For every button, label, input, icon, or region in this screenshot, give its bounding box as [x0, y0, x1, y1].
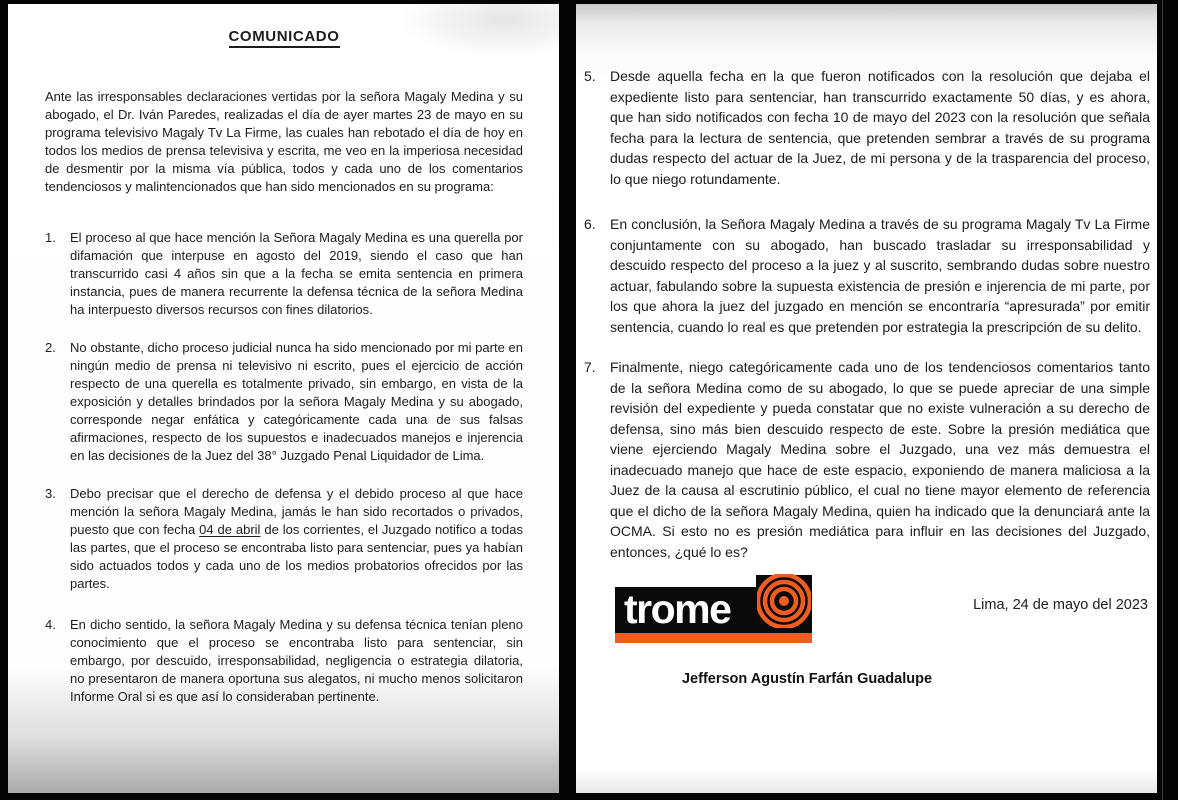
trome-logo-orange-bar [615, 633, 812, 643]
item-number: 1. [45, 230, 56, 245]
numbered-list-left [45, 229, 523, 706]
list-item-6 [584, 214, 1150, 337]
item-number: 3. [45, 486, 56, 501]
list-item-5 [584, 66, 1150, 189]
list-item-3 [45, 485, 523, 593]
page-1 [8, 4, 559, 793]
item-text: El proceso al que hace mención la Señora Magaly Medina es una querella por difamación que interpuse en agosto del 2019, siendo el caso que han transcurrido casi 4 años sin que a la fecha se emita sentencia en primera instancia, pues de manera recurrente la defensa técnica de la señora Medina ha interpuesto diversos recursos con fines dilatorios. [70, 230, 523, 317]
intro-paragraph: Ante las irresponsables declaraciones vertidas por la señora Magaly Medina y su abogado, el Dr. Iván Paredes, realizadas el día de ayer martes 23 de mayo en su programa televisivo Magaly Tv La Firme, las cuales han rebotado el día de hoy en todos los medios de prensa televisiva y escrita, me veo en la imperiosa necesidad de desmentir por la misma vía pública, todos y cada uno de los comentarios tendenciosos y malintencionados que han sido mencionados en su programa: [45, 89, 523, 194]
item-text: No obstante, dicho proceso judicial nunca ha sido mencionado por mi parte en ningún medio de prensa ni televisivo ni escrito, pues el ejercicio de acción respecto de una querella es totalmente privado, sin embargo, en vista de la exposición y detalles brindados por la señora Magaly Medina y su abogado, corresponde negar enfática y categóricamente cada una de sus falsas afirmaciones, respecto de los supuestos e inadecuados manejos e injerencia en las decisiones de la Juez del 38° Juzgado Penal Liquidador de Lima. [70, 340, 523, 463]
item-number: 6. [584, 216, 596, 232]
item-number: 4. [45, 617, 56, 632]
item-text: En conclusión, la Señora Magaly Medina a través de su programa Magaly Tv La Firme conjuntamente con su abogado, han buscado trasladar su irresponsabilidad y descuido respecto del proceso a la juez y al suscrito, sembrando dudas sobre nuestro actuar, fabulando sobre la supuesta existencia de presión e injerencia de mi parte, por los que ahora la juez del juzgado en mención se encontraría “apresurada” por emitir sentencia, cuando lo real es que pretenden por estrategia la prescripción de su delito. [610, 216, 1150, 335]
trome-logo-text: trome [624, 586, 731, 632]
list-item-7 [584, 357, 1150, 562]
trome-logo-box [615, 587, 812, 633]
page-title-text: COMUNICADO [229, 28, 340, 48]
item-number: 2. [45, 340, 56, 355]
dateline: Lima, 24 de mayo del 2023 [973, 597, 1148, 613]
numbered-list-right [584, 66, 1150, 562]
underlined-date: 04 de abril [199, 522, 261, 537]
item-number: 5. [584, 68, 596, 84]
signature-name: Jefferson Agustín Farfán Guadalupe [681, 671, 933, 687]
item-text [70, 485, 523, 593]
list-item-1 [45, 229, 523, 319]
trome-rings-icon [757, 574, 811, 628]
trome-logo [615, 587, 812, 643]
item-text-before: Debo precisar que el derecho de defensa y el debido proceso al que hace mención la señora Magaly Medina, jamás le han sido recortados o privados, puesto que con fecha [70, 486, 523, 537]
item-text: En dicho sentido, la señora Magaly Medina y su defensa técnica tenían pleno conocimiento que el proceso se encontraba listo para sentenciar, sin embargo, por descuido, irresponsabilidad, negligencia o estrategia dilatoria, no presentaron de manera oportuna sus alegatos, ni mucho menos solicitaron Informe Oral si es que así lo consideraban pertinente. [70, 617, 523, 704]
item-number: 7. [584, 359, 596, 375]
item-text: Desde aquella fecha en la que fueron notificados con la resolución que dejaba el expediente listo para sentenciar, han transcurrido exactamente 50 días, y es ahora, que han sido notificados con fecha 10 de mayo del 2023 con la resolución que señala fecha para la lectura de sentencia, que pretenden sembrar a través de su programa dudas respecto del actuar de la Juez, de mi persona y de la trasparencia del proceso, lo que niego rotundamente. [610, 68, 1150, 187]
page-2 [576, 4, 1157, 793]
list-item-2 [45, 339, 523, 465]
page-title [45, 28, 523, 45]
list-item-4 [45, 616, 523, 706]
footer-row [584, 587, 1150, 643]
item-text: Finalmente, niego categóricamente cada uno de los tendenciosos comentarios tanto de la señora Medina como de su abogado, lo que se puede apreciar de una simple revisión del expediente y pueda constatar que no existe vulneración a su derecho de defensa, sino más bien descuido respecto de este. Sobre la presión mediática que viene ejerciendo Magaly Medina sobre el Juzgado, una vez más demuestra el inadecuado manejo que hace de este espacio, exponiendo de manera maliciosa a la Juez de la causa al escrutinio público, el cual no tiene mayor elemento de referencia que el dicho de la señora Magaly Medina, quien ha indicado que la denunciará ante la OCMA. Si esto no es presión mediática para influir en las decisiones del Juzgado, entonces, ¿qué lo es? [610, 359, 1150, 560]
item-text-after: de los corrientes, el Juzgado notifico a todas las partes, que el proceso se encontraba listo para sentenciar, pues ya habían sido actuados todos y cada uno de los medios probatorios ofrecidos por las partes. [70, 522, 523, 591]
